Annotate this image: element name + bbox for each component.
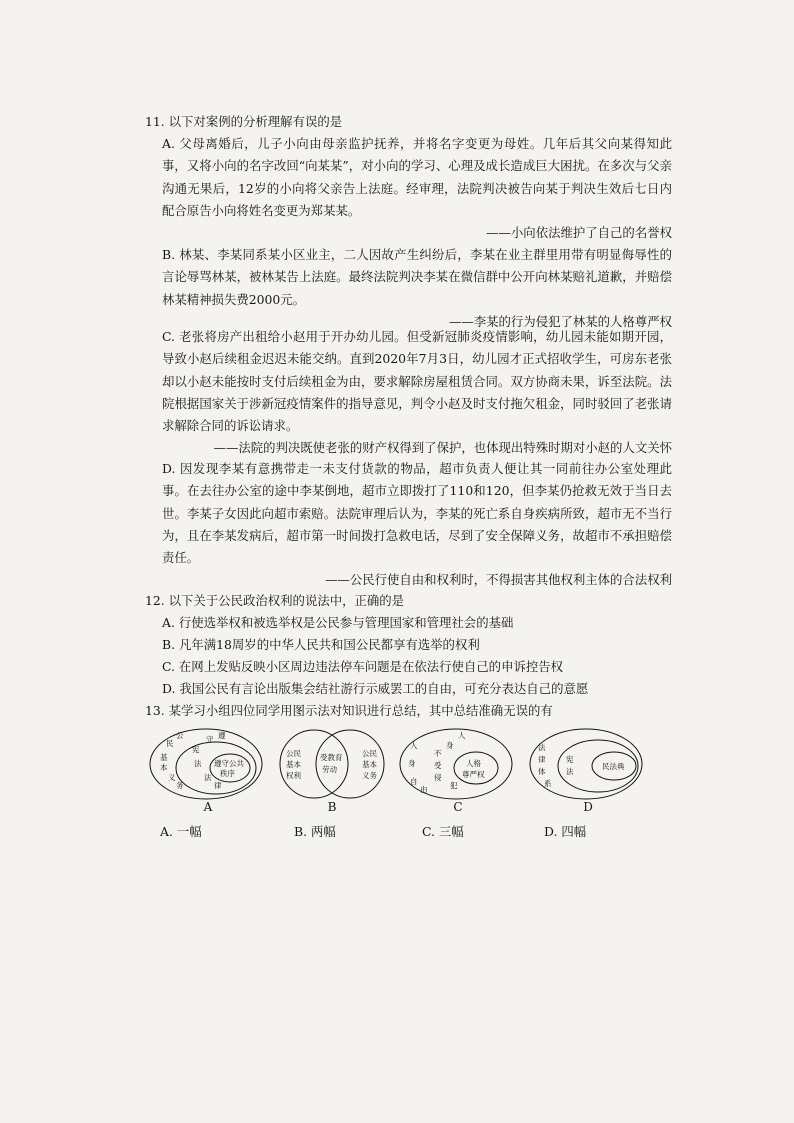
svg-text:遵: 遵 <box>218 731 226 740</box>
diagram-b <box>272 726 392 818</box>
svg-text:受: 受 <box>434 761 442 770</box>
svg-text:人: 人 <box>458 731 466 740</box>
q11-option-b-conclusion: ——李某的行为侵犯了林某的人格尊严权 <box>448 313 672 329</box>
svg-text:律: 律 <box>538 755 546 764</box>
svg-text:法: 法 <box>204 773 212 782</box>
q13-answer-c: C. 三幅 <box>422 824 464 839</box>
svg-text:民法典: 民法典 <box>602 762 625 771</box>
diagram-d <box>528 726 648 818</box>
svg-text:守: 守 <box>206 735 214 744</box>
svg-text:宪: 宪 <box>566 755 574 764</box>
svg-text:劳动: 劳动 <box>322 765 337 774</box>
svg-text:法: 法 <box>538 743 546 752</box>
svg-text:人格: 人格 <box>466 759 481 768</box>
diagram-b-figure <box>272 726 392 802</box>
diagram-c-label: C <box>453 800 463 814</box>
svg-text:遵守公共: 遵守公共 <box>214 759 244 768</box>
q12-stem: 12. 以下关于公民政治权利的说法中，正确的是 <box>145 593 405 608</box>
svg-text:公民: 公民 <box>286 749 301 758</box>
svg-text:体: 体 <box>538 767 546 776</box>
svg-text:义务: 义务 <box>362 771 377 780</box>
svg-text:义: 义 <box>168 773 176 782</box>
svg-text:系: 系 <box>544 779 552 788</box>
svg-text:基本: 基本 <box>286 760 301 769</box>
q13-stem: 13. 某学习小组四位同学用图示法对知识进行总结，其中总结准确无误的有 <box>145 703 553 718</box>
q12-option-d: D. 我国公民有言论出版集会结社游行示威罢工的自由，可充分表达自己的意愿 <box>162 681 589 696</box>
svg-text:律: 律 <box>214 781 222 790</box>
diagram-a-label: A <box>203 800 213 814</box>
q11-option-d <box>162 458 672 592</box>
svg-text:基本: 基本 <box>362 760 377 769</box>
q13-answer-b: B. 两幅 <box>294 824 336 839</box>
diagram-c-figure <box>398 726 518 802</box>
svg-text:秩序: 秩序 <box>220 769 235 778</box>
diagram-b-label: B <box>327 800 337 814</box>
q13-answer-d: D. 四幅 <box>544 824 587 839</box>
svg-text:不: 不 <box>434 749 442 758</box>
q11-option-a-text: A. 父母离婚后，儿子小向由母亲监护抚养，并将名字变更为母姓。几年后其父向某得知此事，又将小向的名字改回“向某某”，对小向的学习、心理及成长造成巨大困扰。在多次与父亲沟通无果后，12岁的小向将父亲告上法庭。经审理，法院判决被告向某于判决生效后七日内配合原告小向将姓名变更为郑某某。 <box>162 136 672 218</box>
svg-text:尊严权: 尊严权 <box>462 770 485 779</box>
svg-text:宪: 宪 <box>192 745 200 754</box>
svg-text:法: 法 <box>194 759 202 768</box>
diagram-d-figure <box>528 726 648 802</box>
q13-answer-a: A. 一幅 <box>160 824 202 839</box>
q11-option-d-conclusion: ——公民行使自由和权利时，不得损害其他权利主体的合法权利 <box>325 572 672 588</box>
svg-text:犯: 犯 <box>450 781 458 790</box>
svg-text:民: 民 <box>166 739 174 748</box>
q11-stem: 11. 以下对案例的分析理解有误的是 <box>145 114 343 129</box>
q11-option-b-text: B. 林某、李某同系某小区业主，二人因故产生纠纷后，李某在业主群里用带有明显侮辱性的言论辱骂林某，被林某告上法庭。最终法院判决李某在微信群中公开向林某赔礼道歉，并赔偿林某精神损失费2000元。 <box>162 247 672 307</box>
q11-option-a-conclusion: ——小向依法维护了自己的名誉权 <box>486 225 672 241</box>
diagram-a <box>148 726 268 818</box>
diagram-c <box>398 726 518 818</box>
svg-text:公民: 公民 <box>362 749 377 758</box>
q11-option-c-conclusion: ——法院的判决既使老张的财产权得到了保护，也体现出特殊时期对小赵的人文关怀 <box>213 440 672 456</box>
q11-option-c <box>162 326 672 460</box>
q11-option-a <box>162 133 672 244</box>
q11-option-b <box>162 244 672 333</box>
q11-option-d-text: D. 因发现李某有意携带走一未支付货款的物品，超市负责人便让其一同前往办公室处理此事。在去往办公室的途中李某倒地，超市立即拨打了110和120，但李某仍抢救无效于当日去世。李某子女因此向超市索赔。法院审理后认为，李某的死亡系自身疾病所致，超市无不当行为，且在李某发病后，超市第一时间拨打急救电话，尽到了安全保障义务，故超市不承担赔偿责任。 <box>162 461 672 566</box>
q12-option-c: C. 在网上发贴反映小区周边违法停车问题是在依法行使自己的申诉控告权 <box>162 659 564 674</box>
svg-text:权利: 权利 <box>286 771 301 780</box>
svg-text:本: 本 <box>160 763 168 772</box>
svg-text:身: 身 <box>408 759 416 768</box>
q12-option-a: A. 行使选举权和被选举权是公民参与管理国家和管理社会的基础 <box>162 615 514 630</box>
q13-diagrams <box>148 726 668 826</box>
svg-text:法: 法 <box>566 767 574 776</box>
svg-text:由: 由 <box>420 785 428 794</box>
diagram-a-figure <box>148 726 268 802</box>
svg-text:受教育: 受教育 <box>320 753 343 762</box>
svg-text:身: 身 <box>446 741 454 750</box>
svg-text:自: 自 <box>410 777 418 786</box>
svg-text:侵: 侵 <box>434 773 442 782</box>
svg-text:公: 公 <box>176 731 184 740</box>
q12-option-b: B. 凡年满18周岁的中华人民共和国公民都享有选举的权利 <box>162 637 480 652</box>
svg-text:基: 基 <box>160 753 168 762</box>
svg-text:人: 人 <box>410 741 418 750</box>
diagram-d-label: D <box>583 800 593 814</box>
q11-option-c-text: C. 老张将房产出租给小赵用于开办幼儿园。但受新冠肺炎疫情影响，幼儿园未能如期开园，导致小赵后续租金迟迟未能交纳。直到2020年7月3日，幼儿园才正式招收学生，可房东老张却以小赵未能按时支付后续租金为由，要求解除房屋租赁合同。双方协商未果，诉至法院。法院根据国家关于涉新冠疫情案件的指导意见，判令小赵及时支付拖欠租金，同时驳回了老张请求解除合同的诉讼请求。 <box>162 329 672 434</box>
svg-text:务: 务 <box>176 781 184 790</box>
